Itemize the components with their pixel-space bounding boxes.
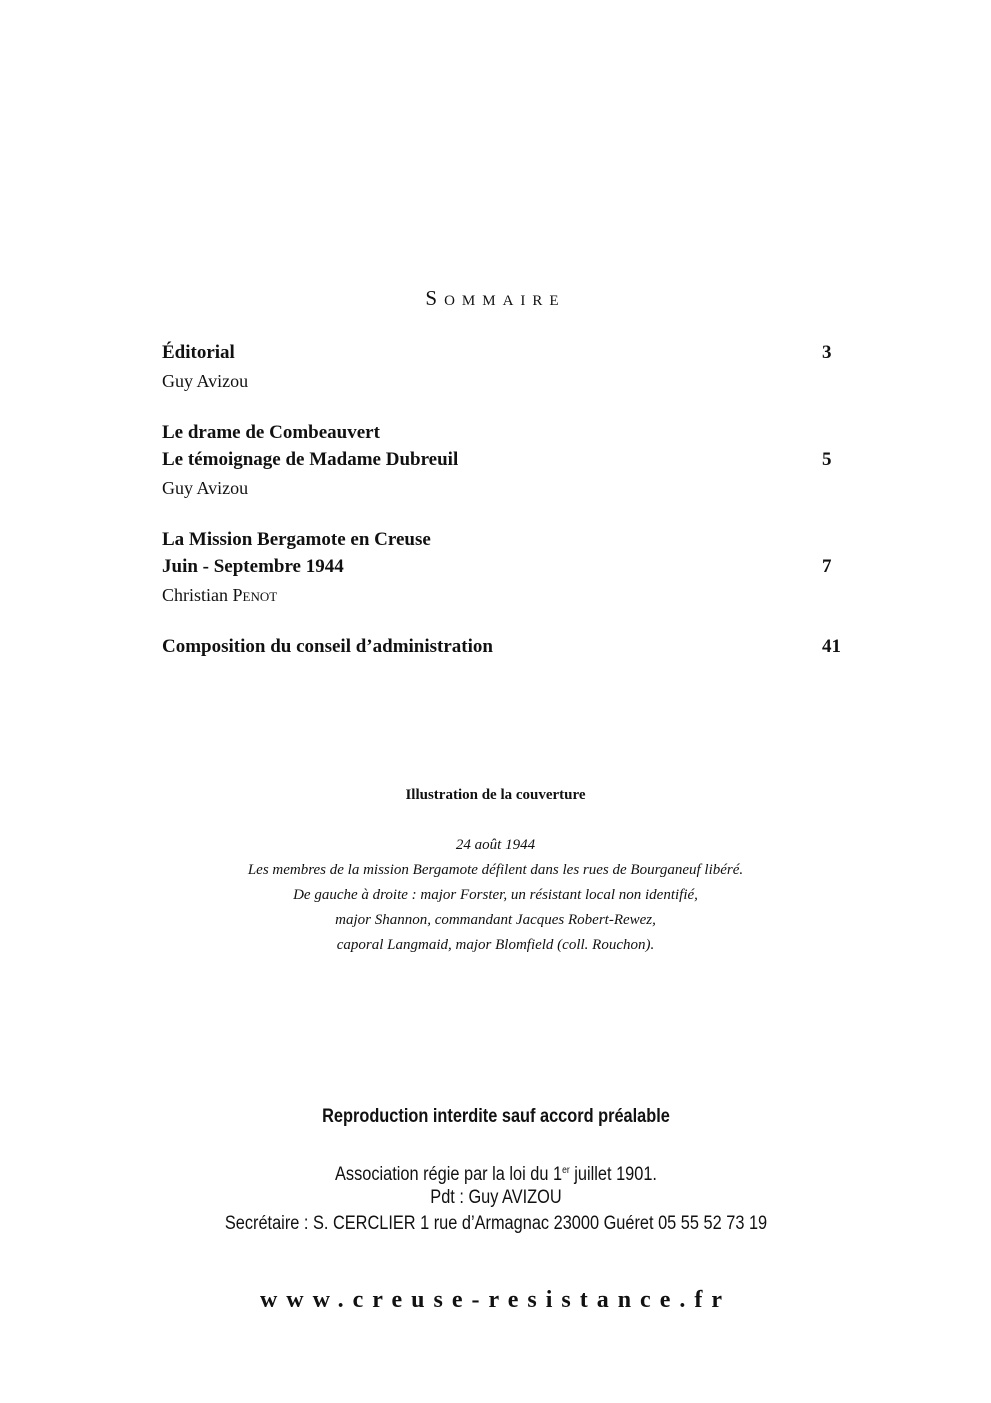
toc-entry-author: Guy Avizou <box>162 371 249 391</box>
caption-line: Les membres de la mission Bergamote défilent dans les rues de Bourganeuf libéré. <box>247 862 744 878</box>
author-last-name: Penot <box>232 585 278 605</box>
toc-entry-title: Le drame de Combeauvert <box>162 422 380 443</box>
website-link[interactable]: www.creuse-resistance.fr <box>259 1287 732 1313</box>
toc-page-number: 3 <box>822 342 832 363</box>
toc-entry-author: Guy Avizou <box>162 478 249 498</box>
toc-page-number: 41 <box>822 636 841 657</box>
reproduction-notice: Reproduction interdite sauf accord préalable <box>322 1106 670 1127</box>
illustration-heading: Illustration de la couverture <box>405 787 586 803</box>
association-superscript: er <box>562 1165 570 1176</box>
toc-entry-title: Éditorial <box>162 342 235 363</box>
toc-entry-title: La Mission Bergamote en Creuse <box>162 529 431 550</box>
caption-line: De gauche à droite : major Forster, un résistant local non identifié, <box>293 887 698 903</box>
president-line: Pdt : Guy AVIZOU <box>430 1187 562 1208</box>
caption-line: 24 août 1944 <box>455 837 536 853</box>
toc-entry-title: Composition du conseil d’administration <box>162 636 493 657</box>
toc-page-number: 7 <box>822 556 832 577</box>
toc-entry-subtitle: Juin - Septembre 1944 <box>162 556 344 577</box>
caption-line: caporal Langmaid, major Blomfield (coll. Rouchon). <box>336 937 655 953</box>
association-text: Association régie par la loi du 1 <box>335 1164 563 1185</box>
toc-entry-author <box>162 584 277 606</box>
caption-line: major Shannon, commandant Jacques Robert-Rewez, <box>335 912 656 928</box>
toc-page-number: 5 <box>822 449 832 470</box>
page-title: Sommaire <box>425 286 566 310</box>
author-first-name: Christian <box>162 585 228 605</box>
secretary-line: Secrétaire : S. CERCLIER 1 rue d’Armagnac 23000 Guéret 05 55 52 73 19 <box>224 1213 768 1234</box>
toc-entry-subtitle: Le témoignage de Madame Dubreuil <box>162 449 459 470</box>
association-line <box>57 1158 934 1188</box>
association-date: juillet 1901. <box>569 1164 657 1185</box>
